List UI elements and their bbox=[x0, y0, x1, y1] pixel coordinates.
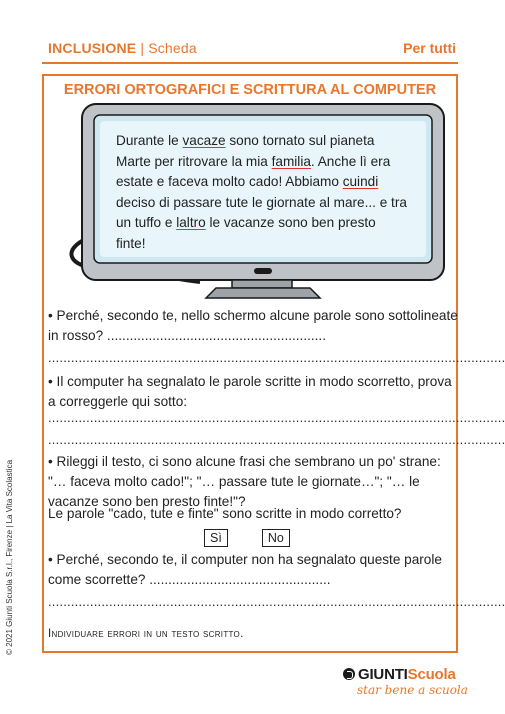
logo-tagline: star bene a scuola bbox=[357, 683, 468, 697]
misspelled-word: familia bbox=[271, 153, 311, 169]
answer-line[interactable]: ........................................................................................................................ bbox=[48, 410, 505, 425]
screen-text-part: deciso di passare tute le giornate al mare... e tra un tuffo e bbox=[116, 194, 407, 231]
yes-checkbox[interactable]: Sì bbox=[204, 529, 228, 547]
giunti-scuola-logo bbox=[343, 666, 468, 697]
header-separator: | bbox=[140, 40, 145, 56]
question-1: • Perché, secondo te, nello schermo alcune parole sono sottolineate in rosso? .......................................................... bbox=[48, 308, 458, 343]
audience-label: Per tutti bbox=[403, 40, 456, 56]
logo-brand-sub: Scuola bbox=[407, 666, 456, 683]
logo-brand bbox=[343, 666, 468, 683]
screen-text-part: . Anche lì era estate e faceva molto cado! Abbiamo bbox=[116, 153, 391, 190]
answer-line[interactable]: ........................................................................................................................ bbox=[48, 350, 505, 365]
question-4: Le parole "cado, tute e finte" sono scritte in modo corretto? bbox=[48, 506, 402, 521]
logo-brand-main: GIUNTI bbox=[358, 666, 408, 683]
giunti-g-icon bbox=[343, 668, 355, 680]
misspelled-word: laltro bbox=[176, 215, 206, 231]
question-3: • Rileggi il testo, ci sono alcune frasi che sembrano un po' strane: "… faceva molto cado!"; "… passare tute le giornate…"; "… le vacanze sono ben presto finte!"? bbox=[48, 454, 441, 509]
monitor-base bbox=[206, 288, 320, 298]
no-checkbox[interactable]: No bbox=[262, 529, 290, 547]
worksheet-title: ERRORI ORTOGRAFICI E SCRITTURA AL COMPUTER bbox=[63, 82, 437, 98]
misspelled-word: cuindi bbox=[342, 174, 379, 190]
copyright-note: © 2021 Giunti Scuola S.r.l., Firenze | La Vita Scolastica bbox=[5, 459, 14, 655]
screen-text-part: Durante le bbox=[116, 133, 183, 148]
monitor-neck bbox=[232, 280, 292, 288]
question-2: • Il computer ha segnalato le parole scritte in modo scorretto, prova a correggerle qui sotto: bbox=[48, 374, 452, 409]
screen-text bbox=[116, 131, 408, 255]
power-button bbox=[254, 268, 272, 274]
answer-line[interactable]: ........................................................................................................................ bbox=[48, 432, 505, 447]
section-label: Scheda bbox=[148, 40, 197, 56]
screen-text-part: sono tornato sul pianeta Marte per ritrovare la mia bbox=[116, 133, 375, 169]
question-5: • Perché, secondo te, il computer non ha segnalato queste parole come scorrette? ................................................ bbox=[48, 552, 442, 587]
answer-line[interactable]: ........................................................................................................................ bbox=[48, 594, 505, 609]
learning-objective: Individuare errori in un testo scritto. bbox=[48, 628, 244, 640]
yes-no-choices bbox=[48, 528, 458, 548]
misspelled-word: vacaze bbox=[182, 133, 226, 148]
screen-text-part: le vacanze sono ben presto finte! bbox=[116, 215, 376, 251]
category-label: INCLUSIONE bbox=[48, 40, 137, 56]
